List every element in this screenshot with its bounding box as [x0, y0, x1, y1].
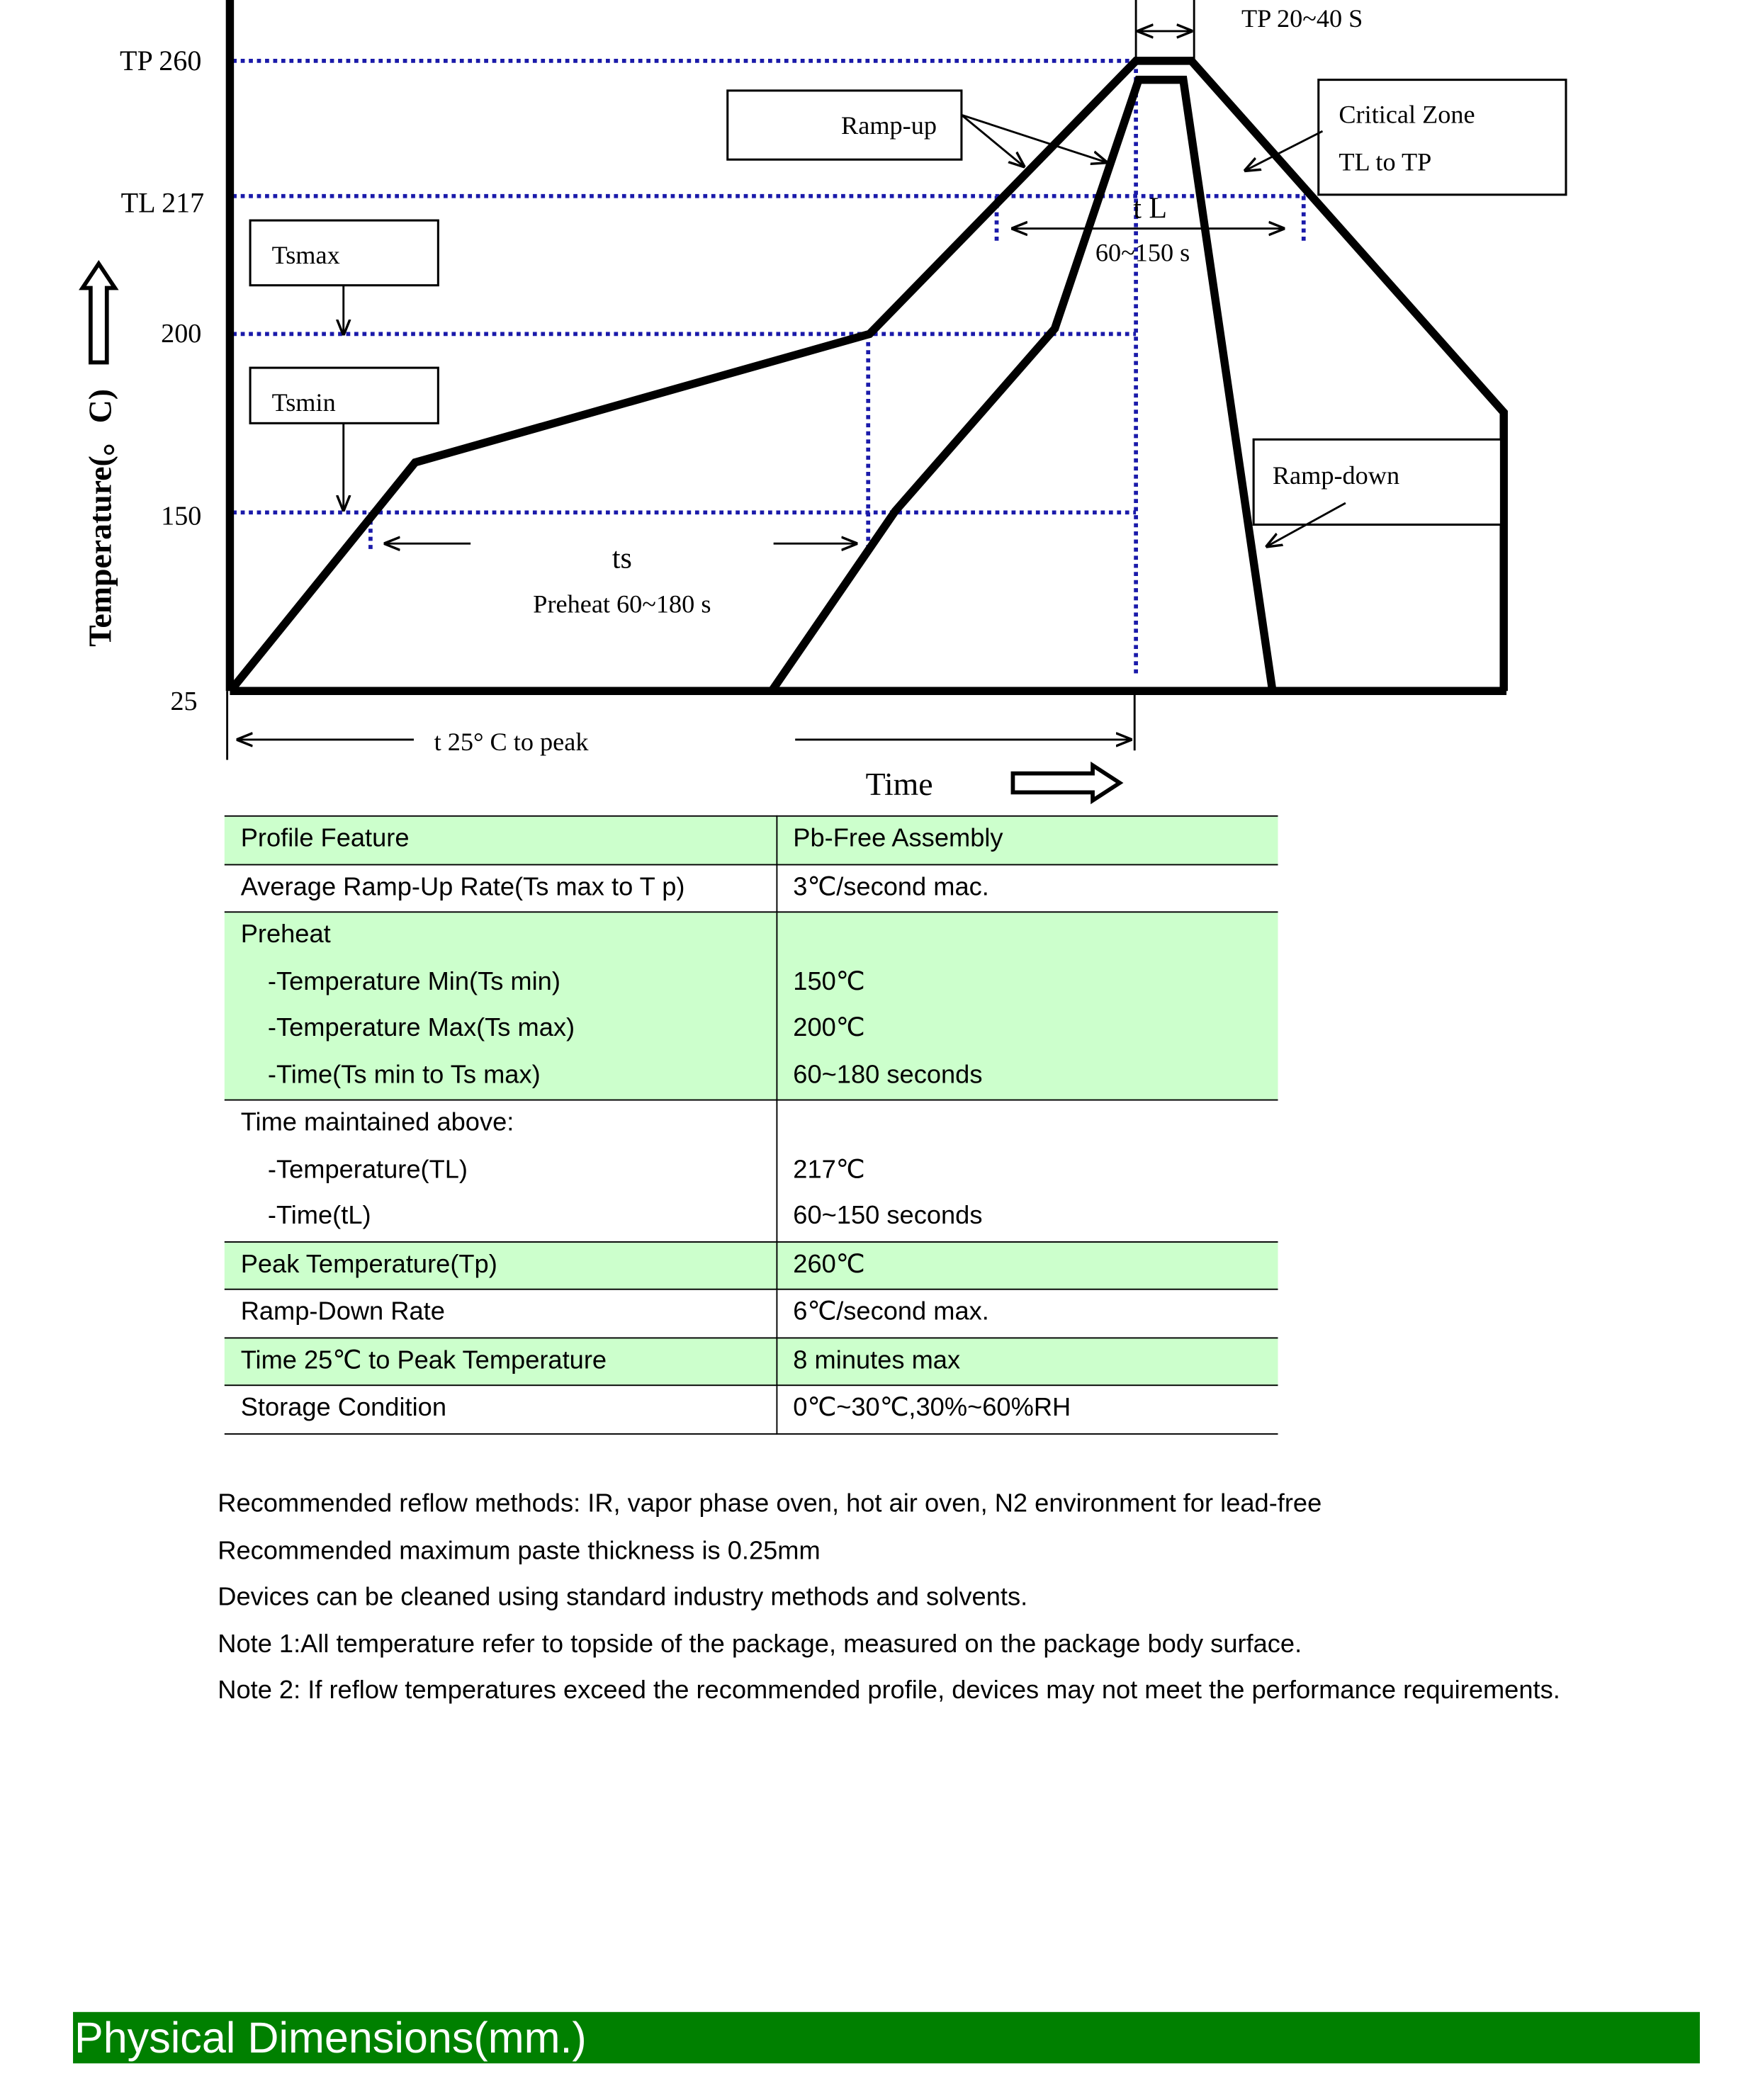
table-row [225, 1100, 1278, 1241]
annotation-arrows [238, 115, 1346, 740]
note-line: Note 1:All temperature refer to topside of the package, measured on the package body surface. [218, 1630, 1302, 1659]
section-title: Physical Dimensions(mm.) [74, 2013, 587, 2062]
preheat-label: Preheat 60~180 s [533, 589, 711, 619]
feature-text: -Temperature(TL) [267, 1155, 468, 1184]
feature-text: -Temperature Min(Ts min) [267, 967, 560, 996]
ramp-up-arrow-2 [962, 115, 1106, 162]
reflow-spec-table [225, 815, 1278, 1434]
y-tick-150: 150 [161, 501, 202, 531]
critical-zone-sublabel: TL to TP [1339, 147, 1432, 176]
feature-text: Time maintained above: [240, 1108, 514, 1138]
annotation-boxes [250, 80, 1566, 525]
feature-text: Average Ramp-Up Rate(Ts max to T p) [240, 872, 685, 901]
feature-text: -Temperature Max(Ts max) [267, 1014, 575, 1043]
value-text [793, 913, 1278, 959]
feature-text: Profile Feature [240, 825, 410, 854]
y-tick-25: 25 [170, 686, 198, 716]
critical-zone-label: Critical Zone [1339, 100, 1475, 129]
note-line: Devices can be cleaned using standard industry methods and solvents. [218, 1583, 1028, 1612]
y-tick-tl: TL 217 [120, 186, 205, 219]
tp-window-label: TP 20~40 S [1241, 4, 1363, 33]
time-arrow-icon [1013, 765, 1120, 801]
value-text [793, 1100, 1278, 1147]
ramp-up-label: Ramp-up [841, 111, 937, 140]
feature-cell [225, 1289, 777, 1338]
section-header-bar [73, 2012, 1700, 2064]
notes-block [218, 1482, 1560, 1715]
y-axis-title: Temperature(。C) [81, 389, 118, 647]
y-tick-labels [120, 45, 204, 716]
table-row [225, 1337, 1278, 1385]
feature-cell [225, 1385, 777, 1433]
feature-cell [225, 816, 777, 864]
feature-cell [225, 864, 777, 913]
table-row [225, 912, 1278, 1100]
feature-text: Ramp-Down Rate [240, 1298, 445, 1327]
feature-cell [225, 1241, 777, 1289]
y-tick-tp: TP 260 [119, 45, 202, 77]
t25-to-peak-label: t 25° C to peak [434, 728, 589, 757]
note-line: Recommended reflow methods: IR, vapor phase oven, hot air oven, N2 environment for lead-free [218, 1490, 1322, 1519]
value-text: 260℃ [793, 1250, 865, 1279]
ts-symbol-label: ts [612, 542, 632, 575]
x-axis-title: Time [865, 766, 933, 803]
min-profile-curve [771, 80, 1273, 693]
value-text: 200℃ [793, 1014, 865, 1043]
feature-text: Preheat [240, 920, 331, 949]
temperature-arrow-icon [82, 264, 115, 362]
tsmin-label: Tsmin [271, 388, 336, 417]
spec-table-body [225, 816, 1278, 1433]
value-text: 3℃/second mac. [793, 872, 989, 901]
feature-cell [225, 1337, 777, 1385]
table-row [225, 864, 1278, 913]
value-text: 217℃ [793, 1155, 865, 1184]
value-text: 150℃ [793, 967, 865, 996]
value-cell [776, 912, 1278, 1100]
feature-text: Storage Condition [240, 1394, 447, 1423]
ramp-down-label: Ramp-down [1272, 461, 1400, 490]
feature-text: -Time(tL) [267, 1202, 371, 1231]
value-cell [776, 1289, 1278, 1338]
value-text: 60~180 seconds [793, 1061, 983, 1090]
feature-cell [225, 912, 777, 1100]
value-cell [776, 816, 1278, 864]
value-text: 6℃/second max. [793, 1298, 989, 1327]
value-text: Pb-Free Assembly [793, 825, 1003, 854]
critical-zone-box [1319, 80, 1566, 195]
tsmax-label: Tsmax [271, 241, 340, 270]
table-row [225, 1289, 1278, 1338]
ramp-up-arrow-1 [962, 115, 1024, 166]
value-text: 8 minutes max [793, 1345, 961, 1374]
value-cell [776, 1385, 1278, 1433]
value-text: 0℃~30℃,30%~60%RH [793, 1394, 1071, 1423]
value-text: 60~150 seconds [793, 1202, 983, 1231]
tl-duration-label: 60~150 s [1095, 238, 1190, 267]
value-cell [776, 1337, 1278, 1385]
value-cell [776, 1241, 1278, 1289]
note-line: Note 2: If reflow temperatures exceed the recommended profile, devices may not meet the performance requirements. [218, 1676, 1560, 1705]
reflow-profile-chart [0, 0, 1758, 811]
tl-symbol-label: t L [1133, 192, 1168, 225]
table-row [225, 1385, 1278, 1433]
table-row [225, 816, 1278, 864]
table-row [225, 1241, 1278, 1289]
feature-text: Peak Temperature(Tp) [240, 1250, 497, 1279]
value-cell [776, 1100, 1278, 1241]
value-cell [776, 864, 1278, 913]
note-line: Recommended maximum paste thickness is 0.25mm [218, 1536, 821, 1566]
feature-text: -Time(Ts min to Ts max) [267, 1061, 541, 1090]
feature-text: Time 25℃ to Peak Temperature [240, 1345, 607, 1374]
feature-cell [225, 1100, 777, 1241]
y-tick-200: 200 [161, 318, 202, 349]
